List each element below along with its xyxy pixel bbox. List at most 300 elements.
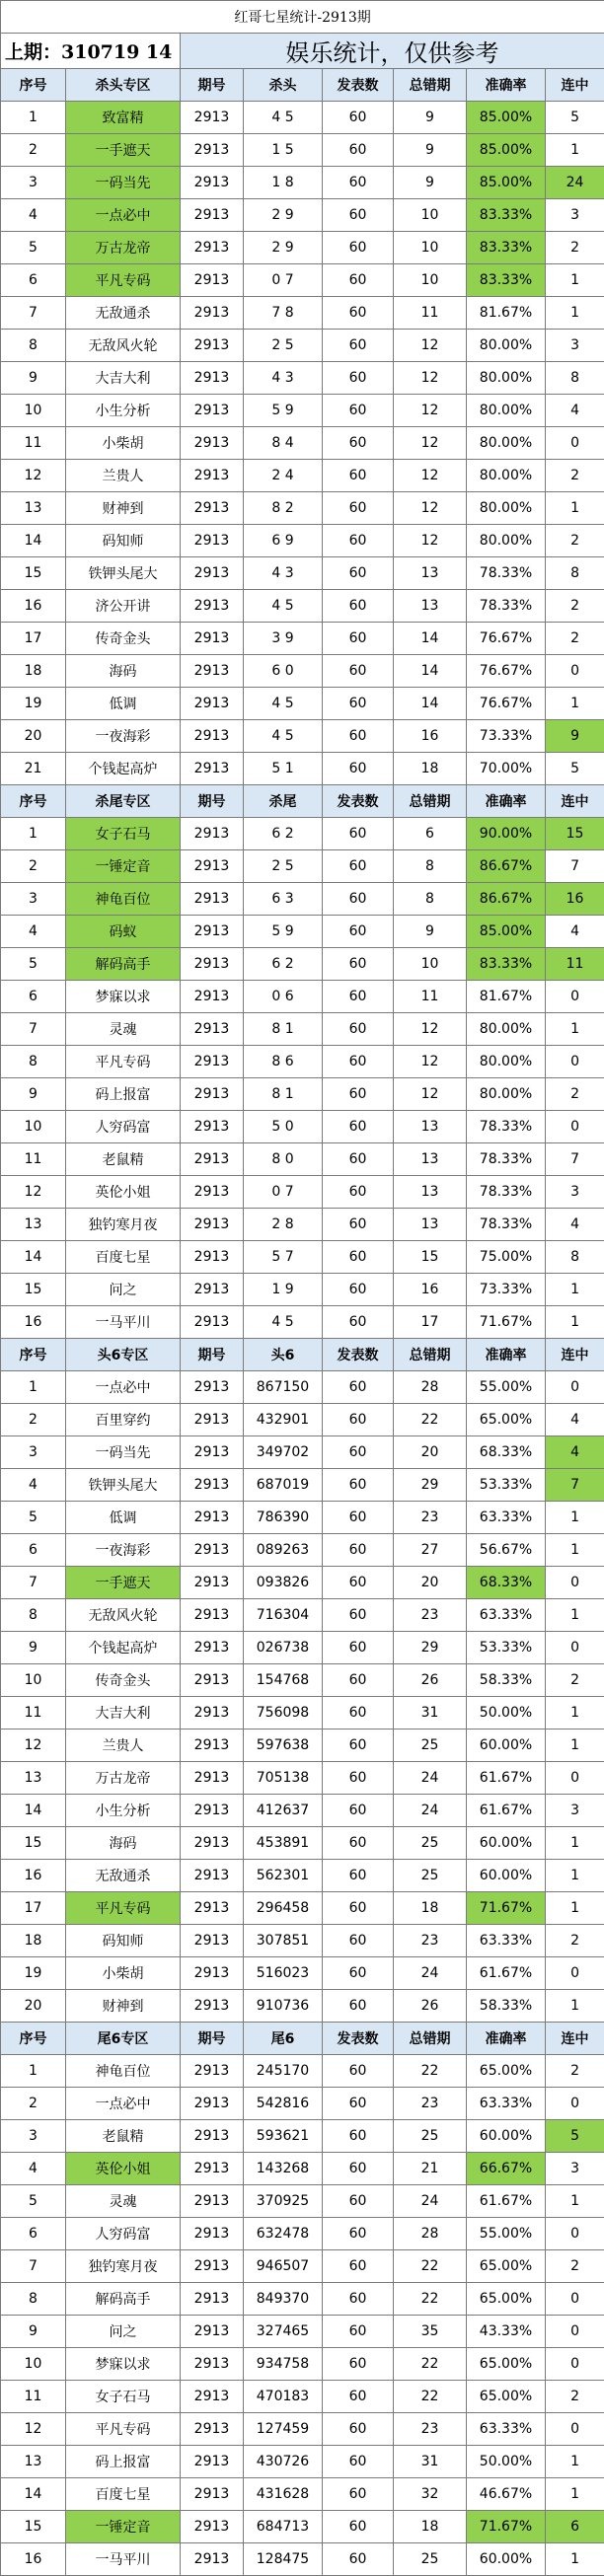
prediction-value-cell: 430726 [244, 2446, 323, 2478]
prediction-value-cell: 4 5 [244, 590, 323, 623]
table-row [1, 1730, 604, 1762]
win-streak-cell: 16 [546, 883, 604, 916]
win-streak-cell: 0 [546, 1632, 604, 1664]
published-count-cell: 60 [323, 818, 394, 850]
accuracy-rate-cell: 81.67% [467, 297, 546, 330]
column-header-period-number: 期号 [181, 69, 244, 102]
table-row [1, 492, 604, 525]
column-header-total-wrong: 总错期 [394, 1339, 467, 1371]
expert-name-cell: 一锤定音 [66, 850, 181, 883]
total-wrong-cell: 12 [394, 427, 467, 460]
row-number-cell: 13 [1, 492, 66, 525]
table-row [1, 883, 604, 916]
expert-name-cell: 一点必中 [66, 2088, 181, 2120]
prediction-value-cell: 5 9 [244, 916, 323, 948]
period-number-cell: 2913 [181, 2543, 244, 2576]
table-row [1, 1143, 604, 1176]
table-row [1, 264, 604, 297]
period-number-cell: 2913 [181, 1046, 244, 1078]
prediction-value-cell: 2 4 [244, 460, 323, 492]
period-number-cell: 2913 [181, 1078, 244, 1111]
expert-name-cell: 万古龙帝 [66, 1762, 181, 1795]
win-streak-cell: 3 [546, 330, 604, 362]
win-streak-cell: 1 [546, 1730, 604, 1762]
total-wrong-cell: 10 [394, 264, 467, 297]
published-count-cell: 60 [323, 525, 394, 557]
accuracy-rate-cell: 60.00% [467, 2120, 546, 2153]
row-number-cell: 8 [1, 330, 66, 362]
period-number-cell: 2913 [181, 2120, 244, 2153]
accuracy-rate-cell: 78.33% [467, 1111, 546, 1143]
table-row [1, 557, 604, 590]
prediction-value-cell: 910736 [244, 1990, 323, 2023]
total-wrong-cell: 22 [394, 2055, 467, 2088]
published-count-cell: 60 [323, 1567, 394, 1599]
table-row [1, 1111, 604, 1143]
expert-name-cell: 百度七星 [66, 1241, 181, 1274]
period-number-cell: 2913 [181, 1176, 244, 1209]
table-row [1, 2381, 604, 2413]
column-header-published-count: 发表数 [323, 785, 394, 818]
win-streak-cell: 3 [546, 2153, 604, 2185]
row-number-cell: 17 [1, 1892, 66, 1925]
table-row [1, 167, 604, 199]
accuracy-rate-cell: 68.33% [467, 1567, 546, 1599]
prediction-value-cell: 6 9 [244, 525, 323, 557]
win-streak-cell: 0 [546, 2348, 604, 2381]
period-number-cell: 2913 [181, 102, 244, 134]
column-header-total-wrong: 总错期 [394, 785, 467, 818]
table-row [1, 1046, 604, 1078]
win-streak-cell: 1 [546, 264, 604, 297]
accuracy-rate-cell: 80.00% [467, 427, 546, 460]
published-count-cell: 60 [323, 2478, 394, 2511]
table-row [1, 1697, 604, 1730]
period-number-cell: 2913 [181, 1436, 244, 1469]
win-streak-cell: 7 [546, 850, 604, 883]
title-row [1, 1, 604, 34]
published-count-cell: 60 [323, 1957, 394, 1990]
period-number-cell: 2913 [181, 850, 244, 883]
total-wrong-cell: 6 [394, 818, 467, 850]
period-number-cell: 2913 [181, 1371, 244, 1404]
win-streak-cell: 1 [546, 297, 604, 330]
total-wrong-cell: 8 [394, 850, 467, 883]
prediction-value-cell: 6 2 [244, 948, 323, 981]
period-number-cell: 2913 [181, 1241, 244, 1274]
prediction-value-cell: 370925 [244, 2185, 323, 2218]
row-number-cell: 9 [1, 362, 66, 395]
column-header-accuracy-rate: 准确率 [467, 2023, 546, 2055]
period-number-cell: 2913 [181, 1990, 244, 2023]
table-row [1, 1241, 604, 1274]
expert-name-cell: 一手遮天 [66, 134, 181, 167]
accuracy-rate-cell: 85.00% [467, 916, 546, 948]
total-wrong-cell: 12 [394, 1013, 467, 1046]
prediction-value-cell: 716304 [244, 1599, 323, 1632]
total-wrong-cell: 24 [394, 1762, 467, 1795]
table-row [1, 655, 604, 688]
published-count-cell: 60 [323, 2250, 394, 2283]
table-row [1, 1274, 604, 1306]
win-streak-cell: 8 [546, 362, 604, 395]
prediction-value-cell: 127459 [244, 2413, 323, 2446]
expert-name-cell: 兰贵人 [66, 460, 181, 492]
prediction-value-cell: 8 4 [244, 427, 323, 460]
row-number-cell: 4 [1, 916, 66, 948]
win-streak-cell: 3 [546, 1176, 604, 1209]
table-row [1, 1176, 604, 1209]
expert-name-cell: 低调 [66, 688, 181, 720]
column-header-published-count: 发表数 [323, 69, 394, 102]
row-number-cell: 5 [1, 948, 66, 981]
expert-name-cell: 一点必中 [66, 199, 181, 232]
expert-name-cell: 独钓寒月夜 [66, 2250, 181, 2283]
table-row [1, 232, 604, 264]
row-number-cell: 11 [1, 1143, 66, 1176]
period-number-cell: 2913 [181, 1730, 244, 1762]
row-number-cell: 6 [1, 2218, 66, 2250]
prediction-value-cell: 245170 [244, 2055, 323, 2088]
win-streak-cell: 0 [546, 1957, 604, 1990]
table-row [1, 948, 604, 981]
section-header-row [1, 785, 604, 818]
expert-name-cell: 百度七星 [66, 2478, 181, 2511]
accuracy-rate-cell: 81.67% [467, 981, 546, 1013]
period-number-cell: 2913 [181, 883, 244, 916]
period-number-cell: 2913 [181, 134, 244, 167]
accuracy-rate-cell: 80.00% [467, 1046, 546, 1078]
published-count-cell: 60 [323, 850, 394, 883]
win-streak-cell: 0 [546, 427, 604, 460]
expert-name-cell: 女子石马 [66, 818, 181, 850]
win-streak-cell: 2 [546, 623, 604, 655]
row-number-cell: 6 [1, 1534, 66, 1567]
total-wrong-cell: 25 [394, 1730, 467, 1762]
period-number-cell: 2913 [181, 1664, 244, 1697]
published-count-cell: 60 [323, 395, 394, 427]
table-row [1, 981, 604, 1013]
prediction-value-cell: 5 7 [244, 1241, 323, 1274]
published-count-cell: 60 [323, 1176, 394, 1209]
period-number-cell: 2913 [181, 720, 244, 753]
accuracy-rate-cell: 63.33% [467, 2088, 546, 2120]
prediction-value-cell: 431628 [244, 2478, 323, 2511]
accuracy-rate-cell: 80.00% [467, 1013, 546, 1046]
table-row [1, 2316, 604, 2348]
win-streak-cell: 1 [546, 1860, 604, 1892]
period-number-cell: 2913 [181, 1404, 244, 1436]
published-count-cell: 60 [323, 427, 394, 460]
prediction-value-cell: 8 2 [244, 492, 323, 525]
row-number-cell: 5 [1, 2185, 66, 2218]
win-streak-cell: 15 [546, 818, 604, 850]
column-header-prediction-value: 尾6 [244, 2023, 323, 2055]
table-row [1, 1404, 604, 1436]
expert-name-cell: 大吉大利 [66, 1697, 181, 1730]
win-streak-cell: 4 [546, 1209, 604, 1241]
published-count-cell: 60 [323, 134, 394, 167]
total-wrong-cell: 12 [394, 330, 467, 362]
total-wrong-cell: 22 [394, 2348, 467, 2381]
total-wrong-cell: 24 [394, 1795, 467, 1827]
table-row [1, 427, 604, 460]
column-header-expert-name: 杀头专区 [66, 69, 181, 102]
published-count-cell: 60 [323, 1730, 394, 1762]
accuracy-rate-cell: 78.33% [467, 590, 546, 623]
table-row [1, 2120, 604, 2153]
total-wrong-cell: 23 [394, 2413, 467, 2446]
win-streak-cell: 4 [546, 1404, 604, 1436]
total-wrong-cell: 12 [394, 395, 467, 427]
period-number-cell: 2913 [181, 2511, 244, 2543]
table-row [1, 362, 604, 395]
period-number-cell: 2913 [181, 395, 244, 427]
expert-name-cell: 英伦小姐 [66, 2153, 181, 2185]
table-row [1, 688, 604, 720]
period-number-cell: 2913 [181, 2381, 244, 2413]
row-number-cell: 3 [1, 883, 66, 916]
table-row [1, 2511, 604, 2543]
win-streak-cell: 1 [546, 1599, 604, 1632]
accuracy-rate-cell: 65.00% [467, 2055, 546, 2088]
row-number-cell: 7 [1, 2250, 66, 2283]
prediction-value-cell: 327465 [244, 2316, 323, 2348]
accuracy-rate-cell: 65.00% [467, 2348, 546, 2381]
prediction-value-cell: 0 6 [244, 981, 323, 1013]
period-number-cell: 2913 [181, 1534, 244, 1567]
period-number-cell: 2913 [181, 264, 244, 297]
win-streak-cell: 8 [546, 557, 604, 590]
period-number-cell: 2913 [181, 232, 244, 264]
period-number-cell: 2913 [181, 1111, 244, 1143]
accuracy-rate-cell: 53.33% [467, 1632, 546, 1664]
prediction-value-cell: 026738 [244, 1632, 323, 1664]
published-count-cell: 60 [323, 2283, 394, 2316]
published-count-cell: 60 [323, 1762, 394, 1795]
table-row [1, 916, 604, 948]
expert-name-cell: 一马平川 [66, 2543, 181, 2576]
total-wrong-cell: 22 [394, 1404, 467, 1436]
column-header-total-wrong: 总错期 [394, 2023, 467, 2055]
total-wrong-cell: 12 [394, 1078, 467, 1111]
published-count-cell: 60 [323, 2446, 394, 2478]
total-wrong-cell: 11 [394, 297, 467, 330]
win-streak-cell: 7 [546, 1469, 604, 1502]
win-streak-cell: 0 [546, 1567, 604, 1599]
row-number-cell: 11 [1, 2381, 66, 2413]
table-row [1, 2088, 604, 2120]
table-row [1, 623, 604, 655]
prediction-value-cell: 1 9 [244, 1274, 323, 1306]
expert-name-cell: 济公开讲 [66, 590, 181, 623]
row-number-cell: 15 [1, 2511, 66, 2543]
accuracy-rate-cell: 50.00% [467, 1697, 546, 1730]
row-number-cell: 20 [1, 1990, 66, 2023]
win-streak-cell: 0 [546, 1046, 604, 1078]
accuracy-rate-cell: 63.33% [467, 1925, 546, 1957]
prediction-value-cell: 4 3 [244, 362, 323, 395]
prediction-value-cell: 4 5 [244, 102, 323, 134]
row-number-cell: 14 [1, 2478, 66, 2511]
row-number-cell: 13 [1, 1762, 66, 1795]
accuracy-rate-cell: 70.00% [467, 753, 546, 785]
row-number-cell: 18 [1, 655, 66, 688]
published-count-cell: 60 [323, 2153, 394, 2185]
win-streak-cell: 1 [546, 1534, 604, 1567]
expert-name-cell: 码上报富 [66, 2446, 181, 2478]
accuracy-rate-cell: 60.00% [467, 1730, 546, 1762]
column-header-accuracy-rate: 准确率 [467, 69, 546, 102]
accuracy-rate-cell: 56.67% [467, 1534, 546, 1567]
row-number-cell: 9 [1, 1632, 66, 1664]
expert-name-cell: 海码 [66, 655, 181, 688]
period-number-cell: 2913 [181, 1697, 244, 1730]
period-number-cell: 2913 [181, 1860, 244, 1892]
win-streak-cell: 1 [546, 1892, 604, 1925]
expert-name-cell: 码知师 [66, 1925, 181, 1957]
expert-name-cell: 老鼠精 [66, 2120, 181, 2153]
prediction-value-cell: 687019 [244, 1469, 323, 1502]
win-streak-cell: 2 [546, 2055, 604, 2088]
column-header-win-streak: 连中 [546, 2023, 604, 2055]
win-streak-cell: 2 [546, 460, 604, 492]
total-wrong-cell: 24 [394, 2185, 467, 2218]
row-number-cell: 15 [1, 557, 66, 590]
expert-name-cell: 传奇金头 [66, 1664, 181, 1697]
row-number-cell: 1 [1, 1371, 66, 1404]
period-number-cell: 2913 [181, 623, 244, 655]
column-header-row-number: 序号 [1, 1339, 66, 1371]
prediction-value-cell: 756098 [244, 1697, 323, 1730]
total-wrong-cell: 26 [394, 1990, 467, 2023]
table-row [1, 2413, 604, 2446]
win-streak-cell: 2 [546, 1925, 604, 1957]
accuracy-rate-cell: 73.33% [467, 1274, 546, 1306]
table-row [1, 720, 604, 753]
table-row [1, 1599, 604, 1632]
period-number-cell: 2913 [181, 2055, 244, 2088]
published-count-cell: 60 [323, 590, 394, 623]
expert-name-cell: 码知师 [66, 525, 181, 557]
published-count-cell: 60 [323, 1241, 394, 1274]
published-count-cell: 60 [323, 1860, 394, 1892]
win-streak-cell: 0 [546, 2218, 604, 2250]
table-row [1, 2250, 604, 2283]
total-wrong-cell: 26 [394, 1664, 467, 1697]
prediction-value-cell: 5 9 [244, 395, 323, 427]
expert-name-cell: 一码当先 [66, 167, 181, 199]
win-streak-cell: 0 [546, 2283, 604, 2316]
prediction-value-cell: 4 5 [244, 688, 323, 720]
accuracy-rate-cell: 63.33% [467, 1502, 546, 1534]
published-count-cell: 60 [323, 2543, 394, 2576]
expert-name-cell: 一夜海彩 [66, 1534, 181, 1567]
published-count-cell: 60 [323, 2381, 394, 2413]
row-number-cell: 8 [1, 1599, 66, 1632]
table-row [1, 1892, 604, 1925]
column-header-prediction-value: 头6 [244, 1339, 323, 1371]
accuracy-rate-cell: 65.00% [467, 1404, 546, 1436]
expert-name-cell: 问之 [66, 2316, 181, 2348]
prediction-value-cell: 867150 [244, 1371, 323, 1404]
expert-name-cell: 码上报富 [66, 1078, 181, 1111]
expert-name-cell: 致富精 [66, 102, 181, 134]
period-number-cell: 2913 [181, 981, 244, 1013]
total-wrong-cell: 12 [394, 460, 467, 492]
published-count-cell: 60 [323, 2413, 394, 2446]
accuracy-rate-cell: 85.00% [467, 134, 546, 167]
win-streak-cell: 2 [546, 232, 604, 264]
column-header-accuracy-rate: 准确率 [467, 785, 546, 818]
period-number-cell: 2913 [181, 1827, 244, 1860]
table-row [1, 1990, 604, 2023]
expert-name-cell: 平凡专码 [66, 264, 181, 297]
prediction-value-cell: 128475 [244, 2543, 323, 2576]
column-header-total-wrong: 总错期 [394, 69, 467, 102]
published-count-cell: 60 [323, 1306, 394, 1339]
win-streak-cell: 0 [546, 2316, 604, 2348]
expert-name-cell: 海码 [66, 1827, 181, 1860]
table-row [1, 1762, 604, 1795]
win-streak-cell: 8 [546, 1241, 604, 1274]
total-wrong-cell: 29 [394, 1469, 467, 1502]
total-wrong-cell: 8 [394, 883, 467, 916]
table-row [1, 2055, 604, 2088]
table-row [1, 1306, 604, 1339]
published-count-cell: 60 [323, 623, 394, 655]
accuracy-rate-cell: 73.33% [467, 720, 546, 753]
row-number-cell: 2 [1, 134, 66, 167]
published-count-cell: 60 [323, 883, 394, 916]
accuracy-rate-cell: 55.00% [467, 1371, 546, 1404]
period-number-cell: 2913 [181, 1567, 244, 1599]
period-number-cell: 2913 [181, 525, 244, 557]
row-number-cell: 2 [1, 850, 66, 883]
prediction-value-cell: 8 1 [244, 1078, 323, 1111]
expert-name-cell: 神龟百位 [66, 2055, 181, 2088]
win-streak-cell: 2 [546, 525, 604, 557]
table-row [1, 2185, 604, 2218]
published-count-cell: 60 [323, 1111, 394, 1143]
published-count-cell: 60 [323, 1274, 394, 1306]
total-wrong-cell: 35 [394, 2316, 467, 2348]
column-header-period-number: 期号 [181, 1339, 244, 1371]
prediction-value-cell: 1 8 [244, 167, 323, 199]
column-header-expert-name: 尾6专区 [66, 2023, 181, 2055]
prediction-value-cell: 632478 [244, 2218, 323, 2250]
column-header-period-number: 期号 [181, 785, 244, 818]
accuracy-rate-cell: 83.33% [467, 264, 546, 297]
accuracy-rate-cell: 61.67% [467, 1795, 546, 1827]
accuracy-rate-cell: 85.00% [467, 102, 546, 134]
accuracy-rate-cell: 78.33% [467, 557, 546, 590]
expert-name-cell: 一锤定音 [66, 2511, 181, 2543]
prediction-value-cell: 562301 [244, 1860, 323, 1892]
prediction-value-cell: 705138 [244, 1762, 323, 1795]
prediction-value-cell: 470183 [244, 2381, 323, 2413]
published-count-cell: 60 [323, 981, 394, 1013]
win-streak-cell: 7 [546, 1143, 604, 1176]
total-wrong-cell: 25 [394, 2543, 467, 2576]
total-wrong-cell: 22 [394, 2250, 467, 2283]
period-number-cell: 2913 [181, 460, 244, 492]
published-count-cell: 60 [323, 2055, 394, 2088]
row-number-cell: 10 [1, 1664, 66, 1697]
accuracy-rate-cell: 60.00% [467, 2543, 546, 2576]
accuracy-rate-cell: 65.00% [467, 2381, 546, 2413]
win-streak-cell: 4 [546, 1436, 604, 1469]
